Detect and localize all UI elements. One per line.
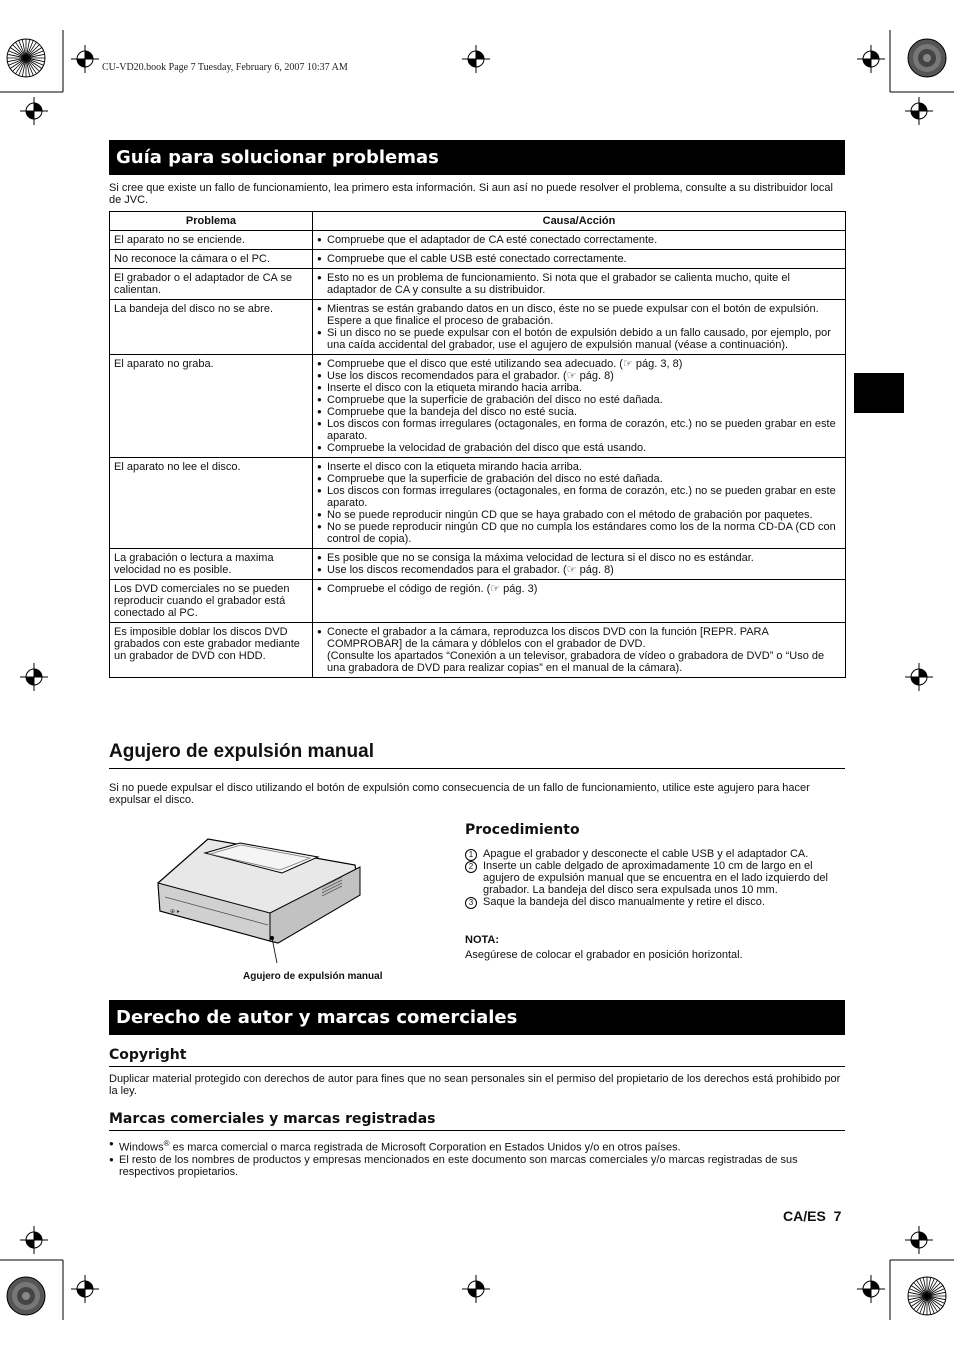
cause-item: ● Esto no es un problema de funcionamiento. Si nota que el grabador se calienta mucho, quite el adaptador de CA y consulte a su distribuidor.: [317, 272, 841, 296]
cause-item: ● Compruebe que la superficie de grabación del disco no esté dañada.: [317, 394, 841, 406]
problem-cell: La bandeja del disco no se abre.: [110, 300, 313, 355]
side-tab: [854, 373, 904, 413]
copyright-title: Copyright: [109, 1047, 845, 1067]
cause-note: (Consulte los apartados “Conexión a un televisor, grabadora de vídeo o grabadora de DVD” o “Uso de una grabadora de DVD para realizar copias” en el manual de la cámara).: [327, 650, 825, 674]
table-row: [110, 300, 846, 355]
table-row: [110, 250, 846, 269]
print-header: CU-VD20.book Page 7 Tuesday, February 6, 2007 10:37 AM: [102, 62, 348, 73]
problem-cell: No reconoce la cámara o el PC.: [110, 250, 313, 269]
table-row: [110, 458, 846, 549]
cause-cell: [313, 549, 846, 580]
problem-cell: La grabación o lectura a maxima velocidad no es posible.: [110, 549, 313, 580]
cause-item: ● Mientras se están grabando datos en un disco, éste no se puede expulsar con el botón de expulsión. Espere a que finalice el proceso de grabación.: [317, 303, 841, 327]
cause-cell: [313, 250, 846, 269]
problem-cell: Es imposible doblar los discos DVD grabados con este grabador mediante un grabador de DVD con HDD.: [110, 623, 313, 678]
cause-item: ● Los discos con formas irregulares (octagonales, en forma de corazón, etc.) no se pueden grabar en este aparato.: [317, 418, 841, 442]
trademark-item: [109, 1138, 845, 1154]
procedure-step: [465, 848, 845, 860]
cause-item: ● Inserte el disco con la etiqueta mirando hacia arriba.: [317, 382, 841, 394]
cause-item: ● Si un disco no se puede expulsar con el botón de expulsión debido a un fallo causado, por ejemplo, por una caída accidental del grabador, use el agujero de expulsión manual (véase a continuación).: [317, 327, 841, 351]
table-row: [110, 623, 846, 678]
procedure-title: Procedimiento: [465, 822, 580, 838]
troubleshooting-intro: Si cree que existe un fallo de funcionamiento, lea primero esta información. Si aun así no puede resolver el problema, consulte a su distribuidor local de JVC.: [109, 182, 833, 206]
problem-cell: Los DVD comerciales no se pueden reproducir cuando el grabador está conectado al PC.: [110, 580, 313, 623]
cause-item: ● Compruebe que el cable USB esté conectado correctamente.: [317, 253, 841, 265]
cause-item: ● No se puede reproducir ningún CD que no cumpla los estándares como los de la norma CD-DA (CD con control de copia).: [317, 521, 841, 545]
step-number: 2: [465, 861, 477, 873]
cause-item: ● Use los discos recomendados para el grabador. (☞ pág. 8): [317, 564, 841, 576]
table-row: [110, 580, 846, 623]
trademark-item: ● El resto de los nombres de productos y empresas mencionados en este documento son marcas comerciales y/o marcas registradas de sus respectivos propietarios.: [109, 1154, 845, 1178]
cause-item: ● Inserte el disco con la etiqueta mirando hacia arriba.: [317, 461, 841, 473]
svg-text:⊕ ▸: ⊕ ▸: [170, 908, 180, 915]
step-text: Apague el grabador y desconecte el cable USB y el adaptador CA.: [483, 848, 809, 860]
cause-item: ● Compruebe que el adaptador de CA esté conectado correctamente.: [317, 234, 841, 246]
problem-cell: El aparato no se enciende.: [110, 231, 313, 250]
table-header-row: [110, 212, 846, 231]
cause-item: ● Es posible que no se consiga la máxima velocidad de lectura si el disco no es estándar.: [317, 552, 841, 564]
cause-cell: [313, 269, 846, 300]
problem-cell: El aparato no graba.: [110, 355, 313, 458]
cause-item: ● No se puede reproducir ningún CD que se haya grabado con el método de grabación por paquetes.: [317, 509, 841, 521]
cause-item: ● Compruebe el código de región. (☞ pág. 3): [317, 583, 841, 595]
manual-eject-title: Agujero de expulsión manual: [109, 741, 845, 769]
page-label: CA/ES: [783, 1208, 826, 1224]
table-row: [110, 355, 846, 458]
copyright-section-title: Derecho de autor y marcas comerciales: [109, 1000, 845, 1035]
table-row: [110, 269, 846, 300]
trademark-word: Windows: [119, 1141, 164, 1154]
note-text: Asegúrese de colocar el grabador en posición horizontal.: [465, 949, 743, 961]
procedure-step: [465, 896, 845, 908]
cause-cell: [313, 300, 846, 355]
eject-hole-caption: Agujero de expulsión manual: [243, 971, 383, 982]
cause-item: ● Compruebe que el disco que esté utilizando sea adecuado. (☞ pág. 3, 8): [317, 358, 841, 370]
registered-mark: ®: [163, 1139, 170, 1148]
cause-item: ● Compruebe que la bandeja del disco no esté sucia.: [317, 406, 841, 418]
cause-item: ● Conecte el grabador a la cámara, reproduzca los discos DVD con la función [REPR. PARA COMPROBAR] de la cámara y dóblelos con el grabador de DVD.: [317, 626, 841, 650]
step-number: 3: [465, 897, 477, 909]
troubleshooting-title: Guía para solucionar problemas: [109, 140, 845, 175]
cause-cell: [313, 355, 846, 458]
troubleshooting-table: [109, 211, 846, 678]
copyright-text: Duplicar material protegido con derechos de autor para fines que no sean personales sin el permiso del propietario de los derechos está prohibido por la ley.: [109, 1073, 841, 1097]
trademark-rest: es marca comercial o marca registrada de Microsoft Corporation en Estados Unidos y/o en otros países.: [169, 1141, 681, 1154]
procedure-steps: [465, 848, 845, 908]
cause-cell: [313, 458, 846, 549]
table-row: [110, 549, 846, 580]
step-text: Inserte un cable delgado de aproximadamente 10 cm de largo en el agujero de expulsión manual que se encuentra en el lado izquierdo del grabador. La bandeja del disco sera expulsada unos 10 mm.: [483, 860, 828, 896]
problem-cell: El grabador o el adaptador de CA se calientan.: [110, 269, 313, 300]
cause-cell: [313, 231, 846, 250]
column-header-cause: Causa/Acción: [313, 212, 846, 231]
problem-cell: El aparato no lee el disco.: [110, 458, 313, 549]
cause-cell: [313, 623, 846, 678]
page-footer: [783, 1208, 841, 1224]
manual-eject-intro: Si no puede expulsar el disco utilizando el botón de expulsión como consecuencia de un fallo de funcionamiento, utilice este agujero para hacer expulsar el disco.: [109, 782, 810, 806]
cause-item: ● Use los discos recomendados para el grabador. (☞ pág. 8): [317, 370, 841, 382]
trademarks-list: [109, 1138, 845, 1178]
step-number: 1: [465, 849, 477, 861]
cause-item: ● Compruebe la velocidad de grabación del disco que está usando.: [317, 442, 841, 454]
step-text: Saque la bandeja del disco manualmente y retire el disco.: [483, 896, 765, 908]
procedure-step: [465, 860, 845, 896]
cause-item: ● Los discos con formas irregulares (octagonales, en forma de corazón, etc.) no se pueden grabar en este aparato.: [317, 485, 841, 509]
trademarks-title: Marcas comerciales y marcas registradas: [109, 1111, 845, 1131]
note-label: NOTA:: [465, 934, 500, 946]
recorder-illustration: [150, 835, 365, 965]
column-header-problem: Problema: [110, 212, 313, 231]
cause-cell: [313, 580, 846, 623]
table-row: [110, 231, 846, 250]
cause-item: ● Compruebe que la superficie de grabación del disco no esté dañada.: [317, 473, 841, 485]
page-number: 7: [833, 1208, 842, 1224]
